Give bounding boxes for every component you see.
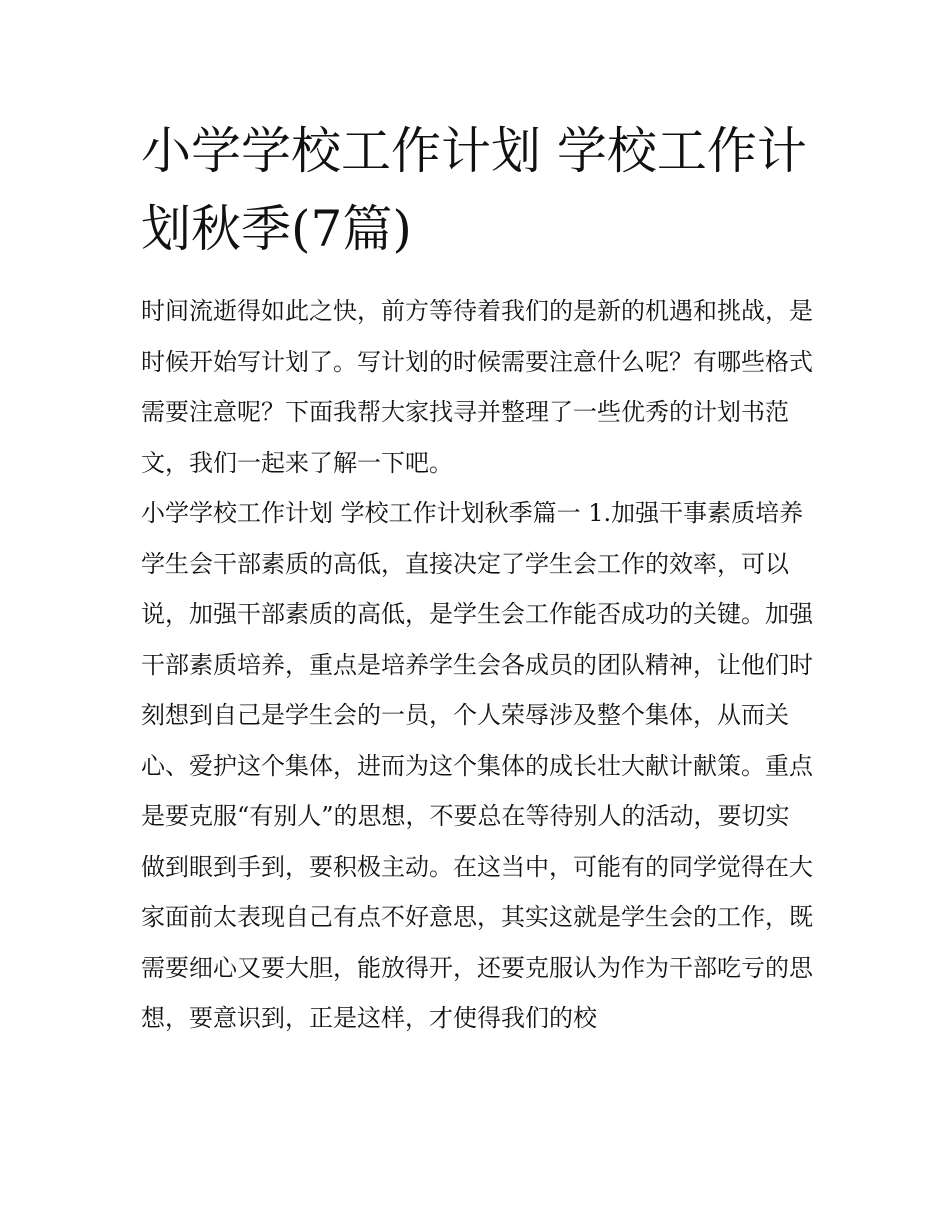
body-paragraph: 学生会干部素质的高低，直接决定了学生会工作的效率，可以说，加强干部素质的高低，是学生会工作能否成功的关键。加强干部素质培养，重点是培养学生会各成员的团队精神，让他们时刻想到自己是学生会的一员，个人荣辱涉及整个集体，从而关心、爱护这个集体，进而为这个集体的成长壮大献计献策。重点是要克服“有别人”的思想，不要总在等待别人的活动，要切实做到眼到手到，要积极主动。在这当中，可能有的同学觉得在大家面前太表现自己有点不好意思，其实这就是学生会的工作，既需要细心又要大胆，能放得开，还要克服认为作为干部吃亏的思想，要意识到，正是这样，才使得我们的校 [141, 549, 813, 1032]
intro-paragraph: 时间流逝得如此之快，前方等待着我们的是新的机遇和挑战，是时候开始写计划了。写计划的时候需要注意什么呢？有哪些格式需要注意呢？下面我帮大家找寻并整理了一些优秀的计划书范文，我们一起来了解一下吧。 [141, 297, 813, 477]
document-content [141, 112, 813, 1044]
document-title: 小学学校工作计划 学校工作计划秋季(7篇) [141, 122, 807, 258]
section-heading-paragraph: 小学学校工作计划 学校工作计划秋季篇一 1.加强干事素质培养 [141, 499, 804, 527]
